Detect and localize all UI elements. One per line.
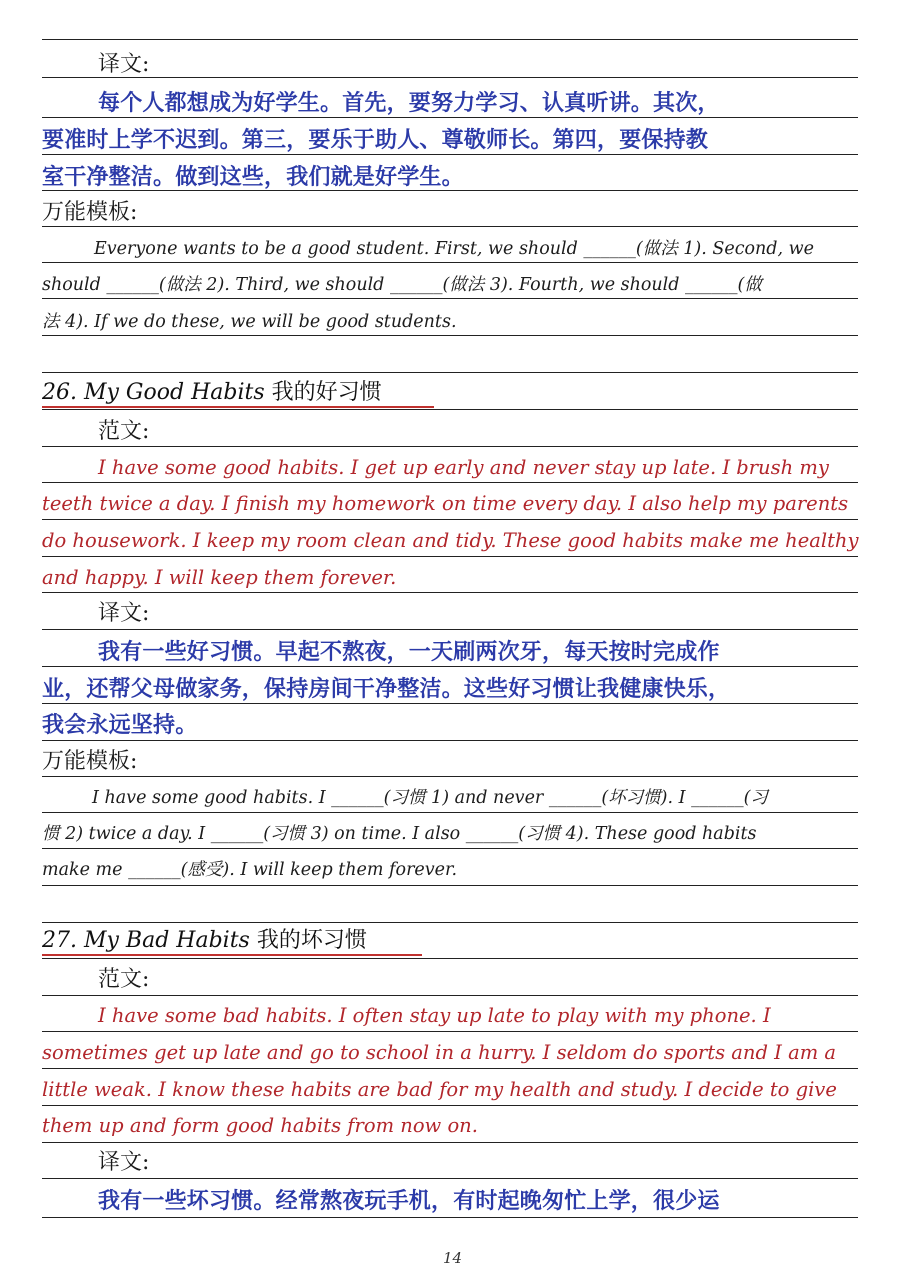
model-line: I have some bad habits. I often stay up late to play with my phone. I bbox=[98, 1004, 771, 1027]
title-underline bbox=[42, 954, 422, 956]
section-title-cn: 我的坏习惯 bbox=[256, 928, 367, 953]
template-line: I have some good habits. I ______(习惯 1) and never ______(坏习惯). I ______(习 bbox=[92, 788, 768, 808]
translation-line: 室干净整洁。做到这些，我们就是好学生。 bbox=[42, 164, 464, 190]
title-underline bbox=[42, 406, 434, 408]
translation-label: 译文: bbox=[98, 52, 150, 77]
page-number: 14 bbox=[442, 1249, 463, 1267]
template-line: Everyone wants to be a good student. First, we should ______(做法 1). Second, we bbox=[94, 239, 814, 259]
model-line: little weak. I know these habits are bad for my health and study. I decide to give bbox=[42, 1078, 837, 1101]
translation-line: 我会永远坚持。 bbox=[42, 712, 198, 738]
template-line: should ______(做法 2). Third, we should ______(做法 3). Fourth, we should ______(做 bbox=[42, 275, 762, 295]
ruled-line bbox=[42, 922, 858, 923]
model-label: 范文: bbox=[98, 419, 150, 444]
model-line: them up and form good habits from now on. bbox=[42, 1114, 478, 1137]
section-title-cn: 我的好习惯 bbox=[271, 380, 382, 405]
model-line: I have some good habits. I get up early and never stay up late. I brush my bbox=[98, 456, 829, 479]
model-line: and happy. I will keep them forever. bbox=[42, 566, 397, 589]
template-line: 惯 2) twice a day. I ______(习惯 3) on time. I also ______(习惯 4). These good habits bbox=[42, 824, 757, 844]
template-label: 万能模板: bbox=[42, 200, 138, 225]
translation-line: 要准时上学不迟到。第三，要乐于助人、尊敬师长。第四，要保持教 bbox=[42, 127, 709, 153]
translation-label: 译文: bbox=[98, 1150, 150, 1175]
translation-label: 译文: bbox=[98, 601, 150, 626]
ruled-line bbox=[42, 39, 858, 40]
section-title-en: 26. My Good Habits bbox=[42, 380, 265, 405]
translation-line: 我有一些坏习惯。经常熬夜玩手机，有时起晚匆忙上学，很少运 bbox=[98, 1188, 720, 1214]
model-line: sometimes get up late and go to school in a hurry. I seldom do sports and I am a bbox=[42, 1041, 837, 1064]
template-line: 法 4). If we do these, we will be good students. bbox=[42, 312, 457, 332]
model-label: 范文: bbox=[98, 967, 150, 992]
model-line: teeth twice a day. I finish my homework on time every day. I also help my parents bbox=[42, 492, 849, 515]
model-line: do housework. I keep my room clean and tidy. These good habits make me healthy bbox=[42, 529, 859, 552]
template-label: 万能模板: bbox=[42, 749, 138, 774]
ruled-line bbox=[42, 372, 858, 373]
translation-line: 我有一些好习惯。早起不熬夜，一天刷两次牙，每天按时完成作 bbox=[98, 639, 720, 665]
section-title-en: 27. My Bad Habits bbox=[42, 928, 250, 953]
ruled-line bbox=[42, 958, 858, 959]
translation-line: 每个人都想成为好学生。首先，要努力学习、认真听讲。其次， bbox=[98, 90, 720, 116]
template-line: make me ______(感受). I will keep them forever. bbox=[42, 860, 458, 880]
translation-line: 业，还帮父母做家务，保持房间干净整洁。这些好习惯让我健康快乐， bbox=[42, 676, 731, 702]
